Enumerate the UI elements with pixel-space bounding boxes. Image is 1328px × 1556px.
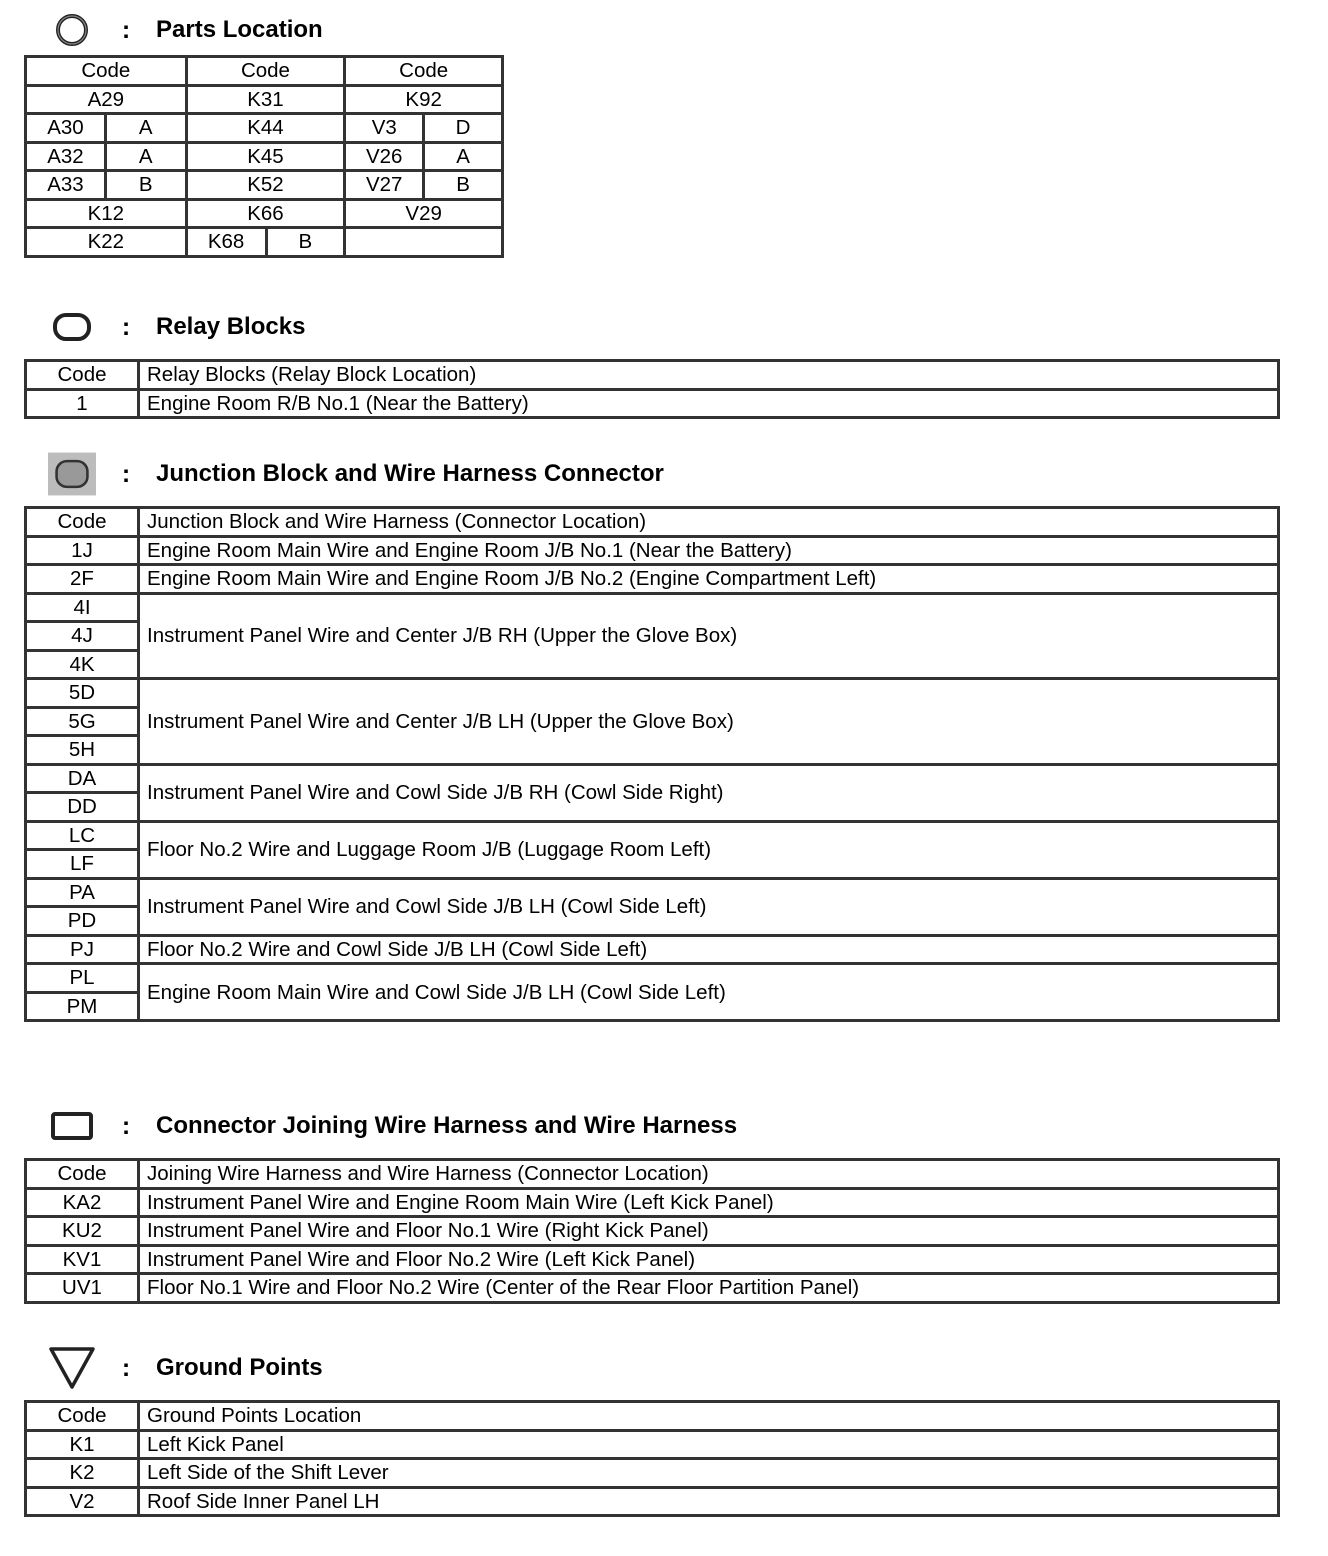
ground-points-heading (48, 1346, 323, 1390)
location-cell: Floor No.1 Wire and Floor No.2 Wire (Center of the Rear Floor Partition Panel) (139, 1274, 1279, 1303)
code-cell: DD (26, 793, 139, 822)
part-code: K66 (186, 199, 345, 228)
code-cell: KA2 (26, 1188, 139, 1217)
code-cell: PM (26, 992, 139, 1021)
part-code: V29 (345, 199, 503, 228)
code-cell: PJ (26, 935, 139, 964)
code-cell: PD (26, 907, 139, 936)
parts-location-heading (48, 8, 323, 52)
code-cell: KV1 (26, 1245, 139, 1274)
location-cell: Instrument Panel Wire and Cowl Side J/B RH (Cowl Side Right) (139, 764, 1279, 821)
header-row (26, 57, 503, 86)
part-code: K22 (26, 228, 187, 257)
code-header: Code (26, 361, 139, 390)
table-row (26, 565, 1279, 594)
table-row (26, 228, 503, 257)
table-row (26, 85, 503, 114)
location-cell: Instrument Panel Wire and Center J/B RH (Upper the Glove Box) (139, 593, 1279, 679)
location-header: Joining Wire Harness and Wire Harness (Connector Location) (139, 1160, 1279, 1189)
code-cell: 5H (26, 736, 139, 765)
part-code: V27 (345, 171, 424, 200)
table-row (26, 1459, 1279, 1488)
location-header: Relay Blocks (Relay Block Location) (139, 361, 1279, 390)
heading-colon: : (121, 15, 131, 44)
code-header: Code (26, 1160, 139, 1189)
table-row (26, 389, 1279, 418)
part-code (345, 228, 503, 257)
part-code: V3 (345, 114, 424, 143)
location-cell: Engine Room Main Wire and Cowl Side J/B LH (Cowl Side Left) (139, 964, 1279, 1021)
code-cell: 1J (26, 536, 139, 565)
section-title: Relay Blocks (156, 313, 306, 340)
part-code: A29 (26, 85, 187, 114)
heading-colon: : (121, 1111, 131, 1140)
location-cell: Floor No.2 Wire and Luggage Room J/B (Luggage Room Left) (139, 821, 1279, 878)
code-cell: V2 (26, 1487, 139, 1516)
table-row (26, 1188, 1279, 1217)
code-header: Code (26, 508, 139, 537)
code-cell: DA (26, 764, 139, 793)
location-cell: Instrument Panel Wire and Floor No.1 Wire (Right Kick Panel) (139, 1217, 1279, 1246)
section-title: Ground Points (156, 1354, 323, 1381)
code-header: Code (345, 57, 503, 86)
table-row (26, 878, 1279, 907)
part-location-letter: D (424, 114, 503, 143)
location-cell: Left Side of the Shift Lever (139, 1459, 1279, 1488)
part-code: K44 (186, 114, 345, 143)
table-row (26, 199, 503, 228)
triangle-down-icon (48, 1346, 96, 1390)
code-cell: PL (26, 964, 139, 993)
part-location-letter: A (424, 142, 503, 171)
table-row (26, 1245, 1279, 1274)
location-cell: Engine Room R/B No.1 (Near the Battery) (139, 389, 1279, 418)
code-cell: LC (26, 821, 139, 850)
header-row (26, 1160, 1279, 1189)
junction-block-table (24, 506, 1280, 1022)
header-row (26, 1402, 1279, 1431)
location-cell: Engine Room Main Wire and Engine Room J/B No.2 (Engine Compartment Left) (139, 565, 1279, 594)
rectangle-icon (48, 1104, 96, 1148)
table-row (26, 171, 503, 200)
part-code: A33 (26, 171, 106, 200)
shaded-rounded-rect-icon (48, 452, 96, 496)
code-header: Code (26, 57, 187, 86)
heading-colon: : (121, 1353, 131, 1382)
part-location-letter: B (266, 228, 345, 257)
heading-colon: : (121, 312, 131, 341)
location-cell: Engine Room Main Wire and Engine Room J/B No.1 (Near the Battery) (139, 536, 1279, 565)
section-title: Connector Joining Wire Harness and Wire Harness (156, 1112, 738, 1139)
code-cell: UV1 (26, 1274, 139, 1303)
location-header: Ground Points Location (139, 1402, 1279, 1431)
part-location-letter: B (105, 171, 186, 200)
location-cell: Roof Side Inner Panel LH (139, 1487, 1279, 1516)
table-row (26, 821, 1279, 850)
location-cell: Floor No.2 Wire and Cowl Side J/B LH (Cowl Side Left) (139, 935, 1279, 964)
heading-colon: : (121, 459, 131, 488)
table-row (26, 679, 1279, 708)
part-code: K68 (186, 228, 266, 257)
code-header: Code (186, 57, 345, 86)
location-cell: Instrument Panel Wire and Cowl Side J/B LH (Cowl Side Left) (139, 878, 1279, 935)
code-cell: 5G (26, 707, 139, 736)
header-row (26, 508, 1279, 537)
code-cell: 1 (26, 389, 139, 418)
part-code: A32 (26, 142, 106, 171)
part-code: K45 (186, 142, 345, 171)
relay-blocks-table (24, 359, 1280, 419)
part-location-letter: A (105, 114, 186, 143)
relay-blocks-heading (48, 305, 305, 349)
code-cell: KU2 (26, 1217, 139, 1246)
parts-location-table (24, 55, 504, 258)
rounded-rect-icon (48, 305, 96, 349)
code-cell: K1 (26, 1430, 139, 1459)
table-row (26, 1217, 1279, 1246)
part-code: V26 (345, 142, 424, 171)
table-row (26, 114, 503, 143)
part-location-letter: B (424, 171, 503, 200)
part-code: K52 (186, 171, 345, 200)
code-cell: 4K (26, 650, 139, 679)
location-cell: Left Kick Panel (139, 1430, 1279, 1459)
code-cell: 4J (26, 622, 139, 651)
table-row (26, 1430, 1279, 1459)
circle-icon (48, 8, 96, 52)
code-cell: K2 (26, 1459, 139, 1488)
part-code: K12 (26, 199, 187, 228)
table-row (26, 593, 1279, 622)
table-row (26, 964, 1279, 993)
part-location-letter: A (105, 142, 186, 171)
junction-block-heading (48, 452, 664, 496)
location-cell: Instrument Panel Wire and Floor No.2 Wire (Left Kick Panel) (139, 1245, 1279, 1274)
location-cell: Instrument Panel Wire and Center J/B LH (Upper the Glove Box) (139, 679, 1279, 765)
code-cell: PA (26, 878, 139, 907)
part-code: K92 (345, 85, 503, 114)
connector-table (24, 1158, 1280, 1304)
code-cell: 4I (26, 593, 139, 622)
table-row (26, 764, 1279, 793)
part-code: K31 (186, 85, 345, 114)
code-cell: 5D (26, 679, 139, 708)
section-title: Parts Location (156, 16, 323, 43)
code-header: Code (26, 1402, 139, 1431)
table-row (26, 142, 503, 171)
header-row (26, 361, 1279, 390)
section-title: Junction Block and Wire Harness Connector (156, 460, 664, 487)
code-cell: LF (26, 850, 139, 879)
code-cell: 2F (26, 565, 139, 594)
ground-points-table (24, 1400, 1280, 1517)
connector-heading (48, 1104, 737, 1148)
location-header: Junction Block and Wire Harness (Connector Location) (139, 508, 1279, 537)
table-row (26, 536, 1279, 565)
table-row (26, 1487, 1279, 1516)
location-cell: Instrument Panel Wire and Engine Room Main Wire (Left Kick Panel) (139, 1188, 1279, 1217)
part-code: A30 (26, 114, 106, 143)
table-row (26, 935, 1279, 964)
table-row (26, 1274, 1279, 1303)
